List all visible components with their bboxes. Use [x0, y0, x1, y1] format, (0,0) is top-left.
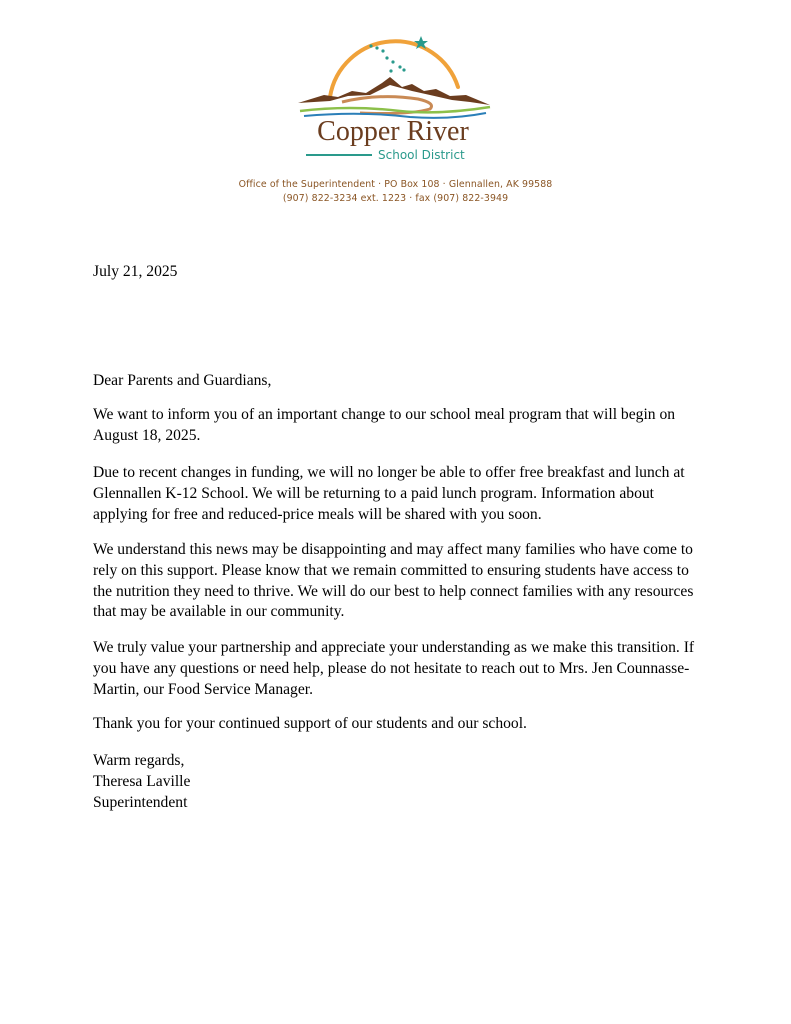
office-address-line: Office of the Superintendent · PO Box 108 · Glennallen, AK 99588: [238, 179, 553, 190]
signer-name: Theresa Laville: [93, 773, 191, 790]
logo-name: Copper River: [317, 116, 469, 147]
signer-title: Superintendent: [93, 794, 188, 811]
letter-paragraph: We truly value your partnership and appreciate your understanding as we make this transition. If you have any questions or need help, please do not hesitate to reach out to Mrs. Jen Counnasse-Martin, our Food Service Manager.: [93, 639, 695, 698]
logo-subtitle: School District: [378, 148, 465, 162]
letter-closing: Warm regards,: [93, 752, 185, 769]
letter-date: July 21, 2025: [93, 263, 178, 280]
letter-salutation: Dear Parents and Guardians,: [93, 372, 272, 389]
letter-paragraph: We understand this news may be disappointing and may affect many families who have come to rely on this support. Please know that we remain committed to ensuring students have access to the nutrition they need to thrive. We will do our best to help connect families with any resources that may be available in our community.: [93, 541, 694, 621]
letter-paragraph: Due to recent changes in funding, we will no longer be able to offer free breakfast and lunch at Glennallen K-12 School. We will be returning to a paid lunch program. Information about applying for free and reduced-price meals will be shared with you soon.: [93, 464, 685, 523]
district-logo: [290, 25, 500, 170]
letter-paragraph: We want to inform you of an important change to our school meal program that will begin on August 18, 2025.: [93, 406, 676, 444]
letter-paragraph: Thank you for your continued support of our students and our school.: [93, 715, 527, 732]
phone-fax-line: (907) 822-3234 ext. 1223 · fax (907) 822-3949: [282, 193, 509, 204]
copper-river-logo-icon: [290, 25, 500, 170]
